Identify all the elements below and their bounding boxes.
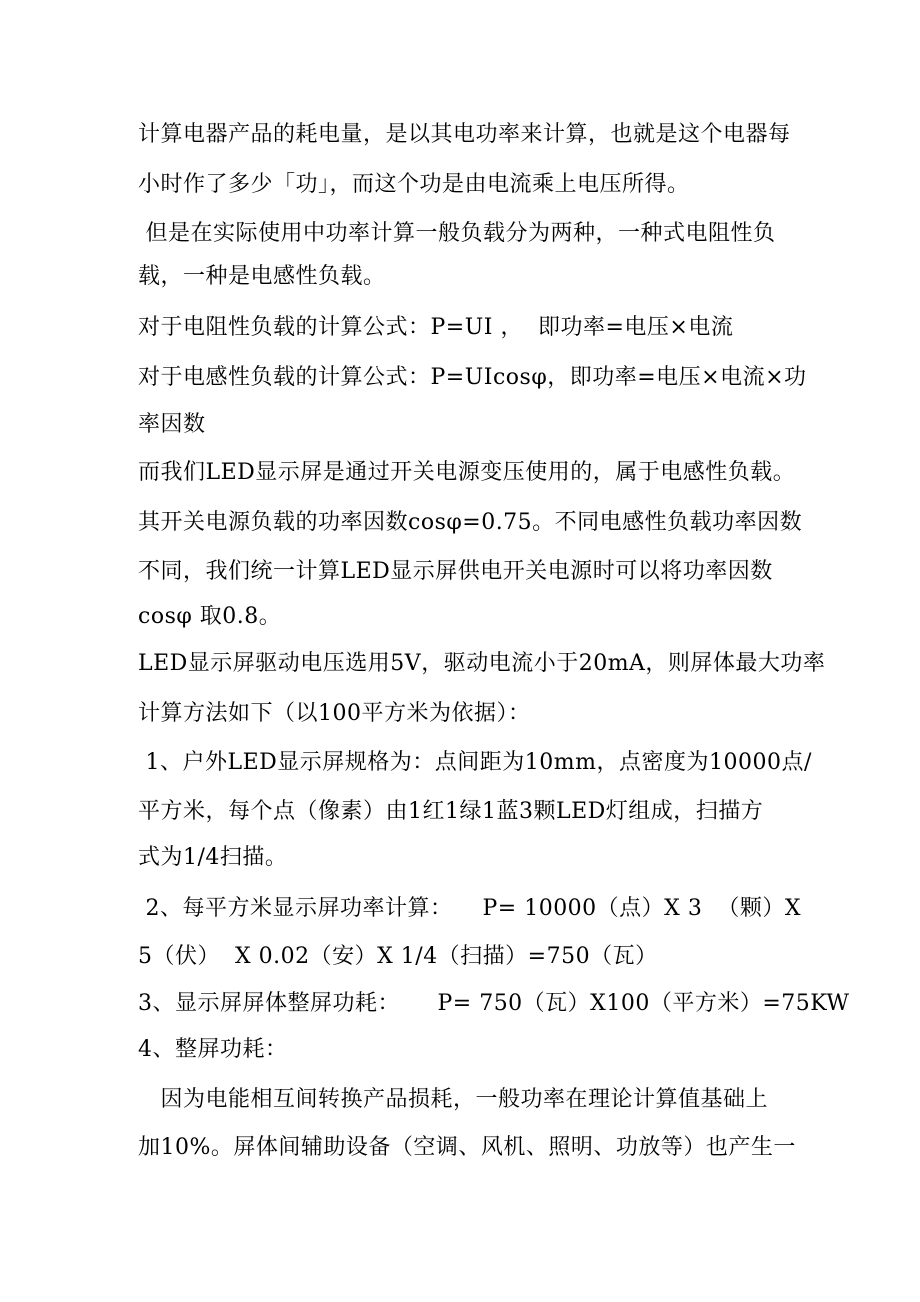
paragraph-line: 加10%。屏体间辅助设备（空调、风机、照明、功放等）也产生一 (138, 1135, 796, 1160)
paragraph-line: 因为电能相互间转换产品损耗，一般功率在理论计算值基础上 (138, 1087, 768, 1112)
paragraph-line: 3、显示屏屏体整屏功耗： P= 750（瓦）X100（平方米）=75KW (138, 991, 850, 1016)
paragraph-line: 载，一种是电感性负载。 (138, 264, 386, 289)
paragraph-line: 不同，我们统一计算LED显示屏供电开关电源时可以将功率因数 (138, 559, 773, 584)
paragraph-line: 平方米，每个点（像素）由1红1绿1蓝3颗LED灯组成，扫描方 (138, 799, 764, 824)
paragraph-line: 2、每平方米显示屏功率计算： P= 10000（点）X 3 （颗）X (138, 896, 801, 921)
paragraph-line: 对于电感性负载的计算公式：P=UIcosφ，即功率=电压×电流×功 (138, 365, 807, 390)
paragraph-line: 但是在实际使用中功率计算一般负载分为两种，一种式电阻性负 (138, 221, 776, 246)
paragraph-line: 其开关电源负载的功率因数cosφ=0.75。不同电感性负载功率因数 (138, 510, 803, 535)
paragraph-line: 5（伏） X 0.02（安）X 1/4（扫描）=750（瓦） (138, 944, 658, 969)
paragraph-line: 对于电阻性负载的计算公式：P=UI ， 即功率=电压×电流 (138, 315, 734, 340)
paragraph-line: 1、户外LED显示屏规格为：点间距为10mm，点密度为10000点/ (138, 750, 812, 775)
paragraph-line: 率因数 (138, 412, 206, 437)
paragraph-line: 而我们LED显示屏是通过开关电源变压使用的，属于电感性负载。 (138, 460, 796, 485)
paragraph-line: 计算方法如下（以100平方米为依据）： (138, 701, 531, 726)
paragraph-line: LED显示屏驱动电压选用5V，驱动电流小于20mA，则屏体最大功率 (138, 651, 826, 676)
paragraph-line: 小时作了多少「功」，而这个功是由电流乘上电压所得。 (138, 172, 690, 197)
paragraph-line: 式为1/4扫描。 (138, 845, 288, 870)
paragraph-line: cosφ 取0.8。 (138, 604, 282, 629)
paragraph-line: 计算电器产品的耗电量，是以其电功率来计算，也就是这个电器每 (138, 122, 791, 147)
paragraph-line: 4、整屏功耗： (138, 1037, 288, 1062)
